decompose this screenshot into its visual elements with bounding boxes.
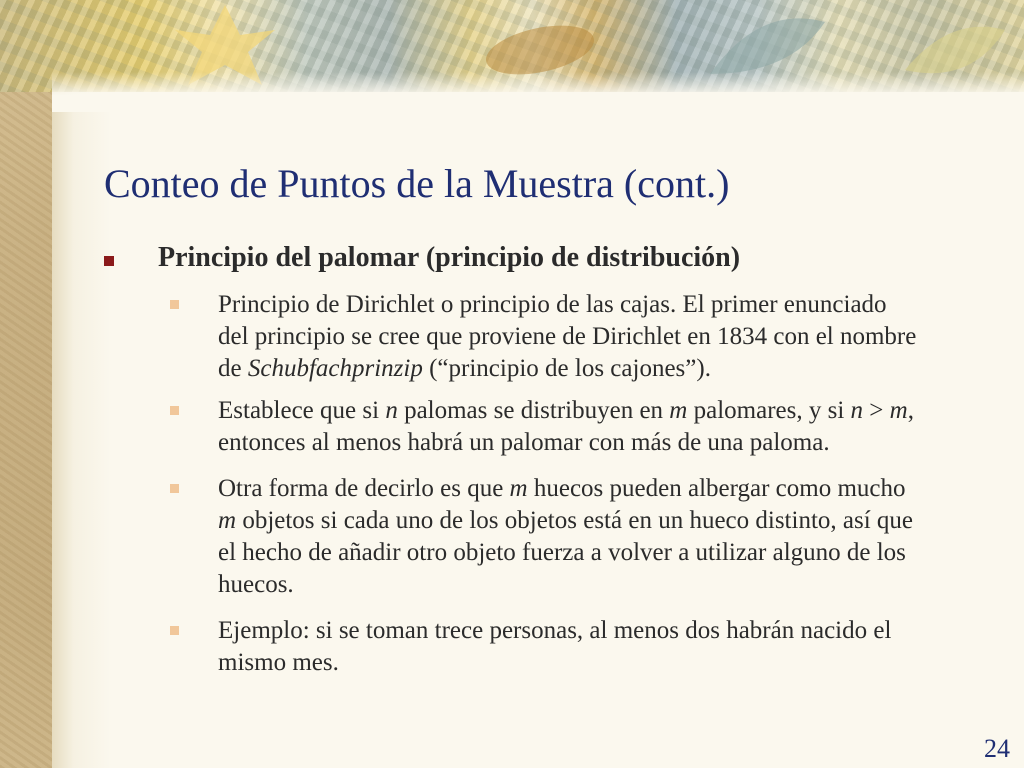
text-run: , xyxy=(907,397,914,424)
text-run: (“principio de los cajones”). xyxy=(422,355,711,382)
square-bullet-icon xyxy=(170,406,179,415)
text-run: Principio de Dirichlet o principio de las cajas. El primer enunciado xyxy=(218,291,887,318)
content-panel-fade xyxy=(52,72,1024,112)
italic-variable: m xyxy=(509,475,528,502)
slide-title: Conteo de Puntos de la Muestra (cont.) xyxy=(104,161,730,206)
square-bullet-icon xyxy=(104,256,114,266)
text-run: huecos. xyxy=(218,571,294,598)
text-run: entonces al menos habrá un palomar con más de una paloma. xyxy=(218,429,830,456)
text-line xyxy=(218,289,1020,321)
italic-variable: m xyxy=(669,397,688,424)
bullet-heading: Principio del palomar (principio de distribución) xyxy=(158,242,741,273)
square-bullet-icon xyxy=(170,300,179,309)
text-line xyxy=(218,321,1020,353)
text-line xyxy=(218,537,1020,569)
bullet-text xyxy=(218,615,1020,679)
italic-variable: m xyxy=(889,397,908,424)
text-run: huecos pueden albergar como mucho xyxy=(527,475,906,502)
text-line xyxy=(218,647,1020,679)
text-run: Otra forma de decirlo es que xyxy=(218,475,510,502)
italic-variable: n xyxy=(850,397,864,424)
text-line xyxy=(218,473,1020,505)
text-line xyxy=(218,505,1020,537)
text-run: del principio se cree que proviene de Dirichlet en 1834 con el nombre xyxy=(218,323,917,350)
text-run: de xyxy=(218,355,248,382)
text-line xyxy=(218,395,1020,427)
italic-term: Schubfachprinzip xyxy=(247,355,423,382)
slide-number: 24 xyxy=(984,734,1010,763)
bullet-text xyxy=(218,395,1020,459)
text-run: mismo mes. xyxy=(218,649,339,676)
text-line xyxy=(218,427,1020,459)
bullet-text xyxy=(218,289,1020,385)
text-run: Establece que si xyxy=(218,397,386,424)
bullet-text xyxy=(218,473,1020,601)
italic-variable: m xyxy=(218,507,237,534)
text-run: Ejemplo: si se toman trece personas, al menos dos habrán nacido el xyxy=(218,617,892,644)
square-bullet-icon xyxy=(170,626,179,635)
text-run: el hecho de añadir otro objeto fuerza a volver a utilizar alguno de los xyxy=(218,539,906,566)
text-line xyxy=(218,353,1020,385)
text-run: palomas se distribuyen en xyxy=(397,397,670,424)
text-run: palomares, y si xyxy=(687,397,851,424)
text-run: objetos si cada uno de los objetos está en un hueco distinto, así que xyxy=(236,507,914,534)
text-line xyxy=(218,615,1020,647)
text-run: > xyxy=(863,397,890,424)
square-bullet-icon xyxy=(170,484,179,493)
text-line xyxy=(218,569,1020,601)
italic-variable: n xyxy=(385,397,398,424)
